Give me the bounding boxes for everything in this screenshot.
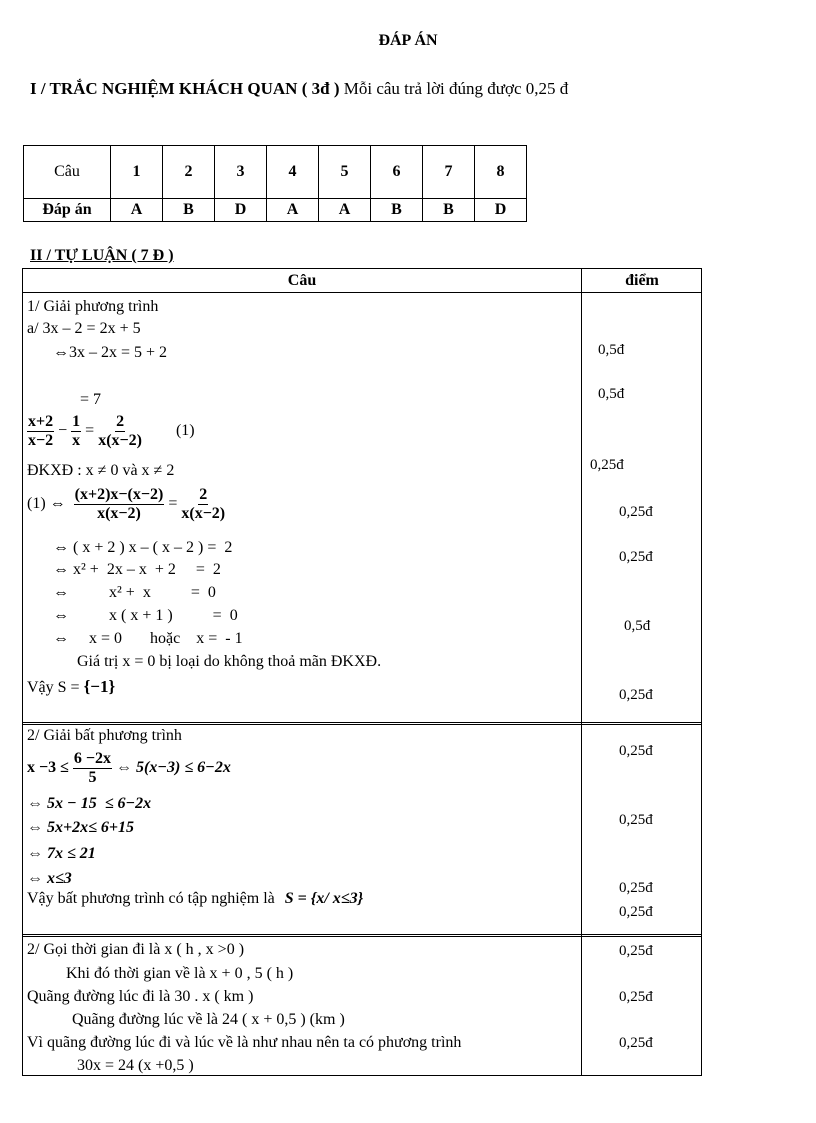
score: 0,5đ <box>624 618 651 634</box>
conclusion-text: Vậy S = <box>27 679 80 696</box>
q3-line: Vì quãng đường lúc đi và lúc về là như nhau nên ta có phương trình <box>27 1034 462 1051</box>
table-row-divider <box>22 724 702 725</box>
score: 0,25đ <box>590 457 624 473</box>
table-row-divider <box>22 934 702 935</box>
q1-line: Giá trị x = 0 bị loại do không thoả mãn ĐKXĐ. <box>77 653 382 670</box>
q3-line: Quãng đường lúc đi là 30 . x ( km ) <box>27 988 254 1005</box>
q3-line: 30x = 24 (x +0,5 ) <box>77 1057 194 1074</box>
question-number: 3 <box>215 146 267 199</box>
question-number: 4 <box>267 146 319 199</box>
equation-label: (1) <box>175 422 195 440</box>
fraction-denominator: x(x−2) <box>97 505 141 522</box>
q2-conclusion <box>27 890 363 908</box>
q3-line: 2/ Gọi thời gian đi là x ( h , x >0 ) <box>27 941 245 958</box>
fraction-denominator: x(x−2) <box>181 505 226 522</box>
fraction-numerator: 2 <box>116 413 125 430</box>
q1-conclusion <box>27 677 115 697</box>
conclusion-text: Vậy bất phương trình có tập nghiệm là <box>27 890 275 907</box>
answer-table-row-answers <box>24 199 527 222</box>
table-border-top <box>22 268 702 269</box>
part1-heading-bold: I / TRẮC NGHIỆM KHÁCH QUAN ( 3đ ) <box>30 79 340 98</box>
question-number: 8 <box>475 146 527 199</box>
q1-line: ⇔ x² + 2x – x + 2 = 2 <box>53 561 221 578</box>
score: 0,5đ <box>598 386 625 402</box>
q1-condition: ĐKXĐ : x ≠ 0 và x ≠ 2 <box>27 462 175 479</box>
q1-equation-transformed <box>27 486 225 523</box>
fraction-numerator: x+2 <box>28 413 54 430</box>
answer-cell: D <box>215 199 267 222</box>
score: 0,25đ <box>619 904 653 920</box>
table-row-divider <box>22 936 702 937</box>
answer-table-row-questions <box>24 146 527 199</box>
score: 0,25đ <box>619 504 653 520</box>
q2-line: ⇔ 7x ≤ 21 <box>27 845 96 862</box>
table-row-divider <box>22 722 702 723</box>
q2-line: 2/ Giải bất phương trình <box>27 727 182 744</box>
question-number: 6 <box>371 146 423 199</box>
fraction-numerator: 1 <box>72 413 81 430</box>
fraction-numerator: (x+2)x−(x−2) <box>74 486 164 503</box>
answer-table-label-answer: Đáp án <box>24 199 111 222</box>
table-border-left <box>22 268 23 1076</box>
q1-line: = 7 <box>80 391 102 408</box>
answer-cell: A <box>267 199 319 222</box>
q1-line: ⇔ x = 0 hoặc x = - 1 <box>53 630 243 647</box>
table-header-divider <box>22 292 702 293</box>
score: 0,25đ <box>619 943 653 959</box>
answer-cell: D <box>475 199 527 222</box>
fraction-numerator: 2 <box>199 486 208 503</box>
q2-line: ⇔ 5x − 15 ≤ 6−2x <box>27 795 152 812</box>
fraction-denominator: x(x−2) <box>98 432 142 449</box>
solution-set: {−1} <box>83 677 116 696</box>
fraction-denominator: x <box>72 432 81 449</box>
question-number: 7 <box>423 146 475 199</box>
math-operator: = <box>85 422 95 440</box>
answer-cell: B <box>163 199 215 222</box>
question-number: 1 <box>111 146 163 199</box>
score: 0,25đ <box>619 687 653 703</box>
score: 0,5đ <box>598 342 625 358</box>
question-number: 5 <box>319 146 371 199</box>
math-text: (1) ⇔ <box>27 495 66 513</box>
q1-line: 1/ Giải phương trình <box>27 298 159 315</box>
q1-equation-b <box>27 413 195 450</box>
q2-line: ⇔ x≤3 <box>27 870 72 887</box>
q2-line: ⇔ 5x+2x≤ 6+15 <box>27 819 135 836</box>
table-border-bottom <box>22 1075 702 1076</box>
fraction-denominator: x−2 <box>28 432 54 449</box>
math-operator: − <box>58 422 68 440</box>
score: 0,25đ <box>619 880 653 896</box>
answer-cell: B <box>423 199 475 222</box>
score: 0,25đ <box>619 989 653 1005</box>
q1-line: ⇔3x – 2x = 5 + 2 <box>53 344 168 361</box>
answer-cell: A <box>319 199 371 222</box>
fraction-numerator: 6 −2x <box>73 750 112 767</box>
answer-cell: A <box>111 199 163 222</box>
answer-cell: B <box>371 199 423 222</box>
col-header-score: điểm <box>625 272 659 289</box>
part1-heading-rest: Mỗi câu trả lời đúng được 0,25 đ <box>339 79 569 98</box>
table-border-right <box>701 268 702 1076</box>
math-text: x −3 ≤ <box>27 759 69 777</box>
math-operator: = <box>168 495 178 513</box>
score: 0,25đ <box>619 549 653 565</box>
score: 0,25đ <box>619 812 653 828</box>
q1-line: ⇔ x ( x + 1 ) = 0 <box>53 607 238 624</box>
page-title: ĐÁP ÁN <box>378 32 438 49</box>
q3-line: Khi đó thời gian về là x + 0 , 5 ( h ) <box>66 965 294 982</box>
question-number: 2 <box>163 146 215 199</box>
part1-heading <box>30 79 568 99</box>
q1-line: ⇔ x² + x = 0 <box>53 584 216 601</box>
score: 0,25đ <box>619 743 653 759</box>
answer-table <box>23 145 527 222</box>
math-text: ⇔ 5(x−3) ≤ 6−2x <box>116 759 231 777</box>
table-column-divider <box>581 268 582 1076</box>
col-header-question: Câu <box>287 272 317 289</box>
fraction-denominator: 5 <box>88 769 97 786</box>
answer-table-label-question: Câu <box>24 146 111 199</box>
score: 0,25đ <box>619 1035 653 1051</box>
q3-line: Quãng đường lúc về là 24 ( x + 0,5 ) (km ) <box>72 1011 345 1028</box>
q1-line: a/ 3x – 2 = 2x + 5 <box>27 320 141 337</box>
q1-line: ⇔ ( x + 2 ) x – ( x – 2 ) = 2 <box>53 539 233 556</box>
part2-heading: II / TỰ LUẬN ( 7 Đ ) <box>30 247 174 264</box>
q2-inequality <box>27 750 231 787</box>
solution-set: S = {x/ x≤3} <box>284 890 364 907</box>
